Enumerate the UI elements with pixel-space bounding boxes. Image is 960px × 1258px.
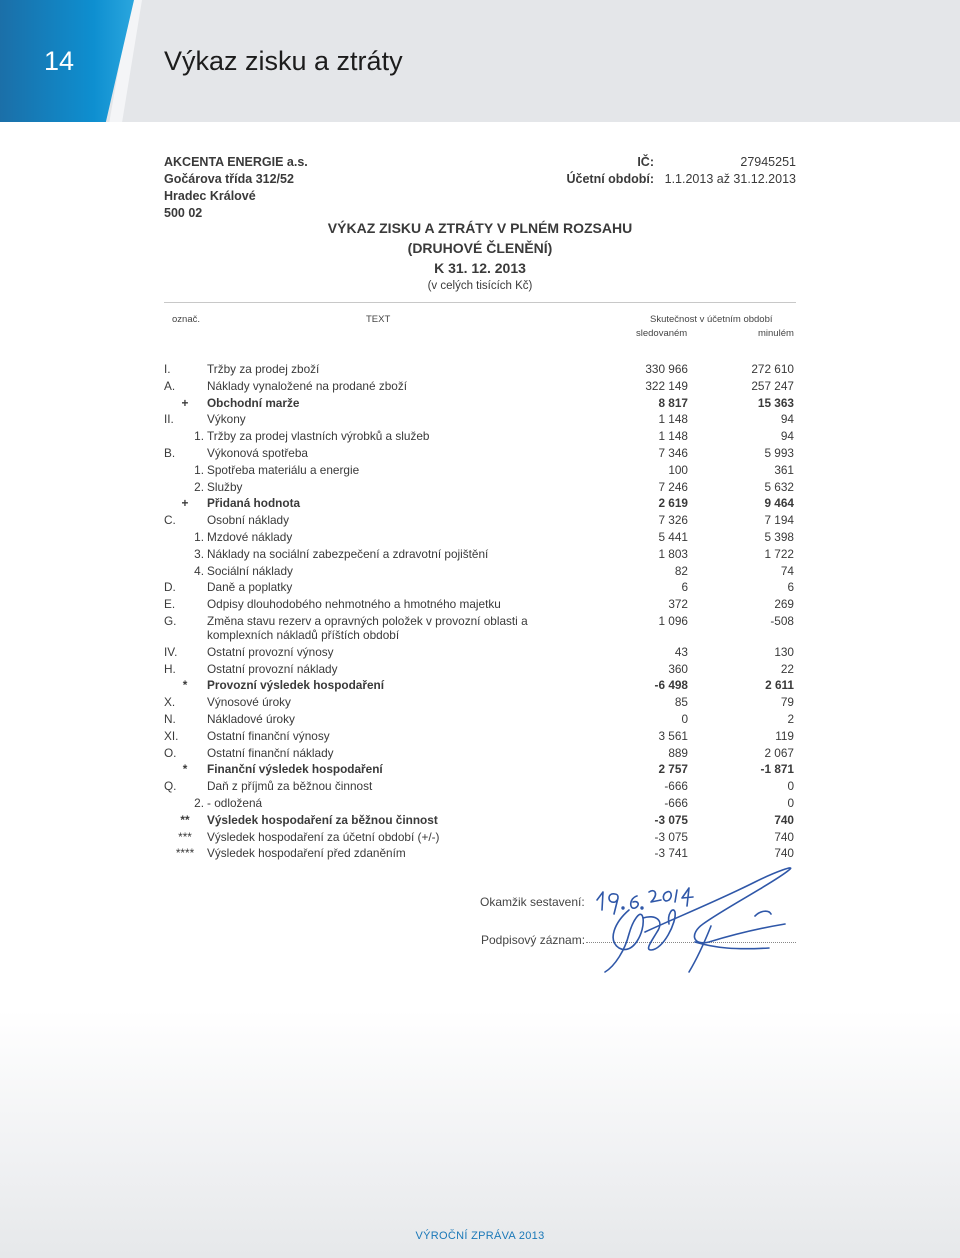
row-mark: * — [182, 762, 188, 777]
row-current-value: 1 096 — [658, 613, 688, 628]
row-previous-value: 94 — [780, 412, 794, 427]
row-text: Spotřeba materiálu a energie — [207, 462, 360, 477]
row-text: Daně a poplatky — [207, 580, 293, 595]
row-previous-value: 94 — [780, 429, 794, 444]
company-street: Gočárova třída 312/52 — [164, 172, 294, 186]
row-current-value: 1 148 — [658, 429, 688, 444]
row-current-value: 6 — [681, 580, 688, 595]
company-city: Hradec Králové — [164, 189, 256, 203]
row-mark: I. — [164, 362, 171, 376]
footer-title: VÝROČNÍ ZPRÁVA 2013 — [415, 1230, 545, 1242]
row-previous-value: 5 993 — [764, 445, 794, 460]
row-text: Změna stavu rezerv a opravných položek v provozní oblasti a komplexních nákladů příštích období — [207, 613, 528, 642]
row-previous-value: 257 247 — [751, 378, 794, 393]
table-row — [164, 813, 796, 830]
row-current-value: 43 — [674, 644, 688, 659]
row-mark: N. — [164, 711, 176, 726]
row-text: Nákladové úroky — [207, 711, 295, 726]
row-current-value: 322 149 — [645, 378, 688, 393]
row-current-value: 5 441 — [658, 529, 688, 544]
row-previous-value: -508 — [770, 613, 794, 628]
row-current-value: 7 326 — [658, 513, 688, 528]
row-text: Výkonová spotřeba — [207, 445, 308, 460]
table-row — [164, 580, 796, 597]
company-zip: 500 02 — [164, 206, 203, 220]
row-current-value: -3 075 — [654, 829, 688, 844]
row-mark: 2. — [194, 479, 204, 494]
row-mark: 3. — [194, 546, 204, 561]
row-text: - odložená — [207, 795, 263, 810]
row-current-value: 85 — [674, 695, 688, 710]
handwritten-signature — [585, 862, 797, 992]
row-previous-value: 2 611 — [765, 678, 794, 693]
table-row — [164, 796, 796, 813]
row-current-value: 3 561 — [658, 728, 688, 743]
row-previous-value: 74 — [780, 563, 794, 578]
row-mark: *** — [178, 829, 192, 844]
statement-title-line2: (DRUHOVÉ ČLENĚNÍ) — [407, 240, 553, 256]
row-text: Odpisy dlouhodobého nehmotného a hmotného majetku — [207, 597, 501, 612]
row-previous-value: 79 — [780, 695, 794, 710]
table-row — [164, 463, 796, 480]
row-text: Ostatní finanční výnosy — [207, 728, 330, 743]
table-row — [164, 496, 796, 513]
row-previous-value: 2 067 — [764, 745, 794, 760]
row-previous-value: 1 722 — [764, 546, 794, 561]
row-current-value: 360 — [668, 661, 688, 676]
row-text: Ostatní finanční náklady — [207, 745, 334, 760]
row-current-value: 2 757 — [658, 762, 688, 777]
row-current-value: 889 — [668, 745, 688, 760]
row-mark: A. — [164, 378, 176, 393]
table-row — [164, 446, 796, 463]
row-mark: H. — [164, 661, 176, 676]
table-row — [164, 480, 796, 497]
row-previous-value: 2 — [787, 711, 794, 726]
row-previous-value: 22 — [780, 661, 794, 676]
row-previous-value: 5 398 — [764, 529, 794, 544]
row-previous-value: 740 — [774, 812, 794, 827]
row-current-value: -666 — [664, 795, 688, 810]
table-row — [164, 662, 796, 679]
row-text: Sociální náklady — [207, 563, 293, 578]
row-mark: C. — [164, 513, 176, 528]
table-row — [164, 712, 796, 729]
table-row — [164, 729, 796, 746]
row-text: Výsledek hospodaření za účetní období (+/-) — [207, 829, 440, 844]
row-current-value: -666 — [664, 779, 688, 794]
row-previous-value: 119 — [775, 728, 794, 743]
row-current-value: 0 — [681, 711, 688, 726]
statement-title — [300, 218, 660, 258]
meta-block — [560, 154, 796, 188]
table-row — [164, 530, 796, 547]
col-current-header: sledovaném — [636, 328, 688, 339]
table-row — [164, 379, 796, 396]
page-number: 14 — [44, 46, 75, 76]
col-text-header: TEXT — [366, 314, 391, 325]
row-text: Osobní náklady — [207, 513, 289, 528]
row-mark: E. — [164, 597, 176, 612]
row-mark: X. — [164, 695, 176, 710]
row-text: Výkony — [207, 412, 246, 427]
statement-table — [164, 362, 796, 863]
row-current-value: 8 817 — [658, 395, 688, 410]
row-mark: 1. — [194, 462, 204, 477]
row-previous-value: 272 610 — [751, 362, 794, 376]
row-text: Výsledek hospodaření před zdaněním — [207, 846, 406, 861]
table-row — [164, 362, 796, 379]
row-previous-value: -1 871 — [760, 762, 794, 777]
row-text: Obchodní marže — [207, 395, 300, 410]
row-mark: * — [182, 678, 188, 693]
row-text: Výnosové úroky — [207, 695, 291, 710]
table-row — [164, 830, 796, 847]
row-mark: G. — [164, 613, 177, 628]
table-row — [164, 762, 796, 779]
row-text: Finanční výsledek hospodaření — [207, 762, 383, 777]
row-mark: XI. — [164, 728, 179, 743]
table-row — [164, 564, 796, 581]
company-name: AKCENTA ENERGIE a.s. — [164, 155, 308, 169]
ic-value: 27945251 — [740, 155, 796, 169]
row-mark: 1. — [194, 529, 204, 544]
row-text: Ostatní provozní náklady — [207, 661, 338, 676]
row-text: Výsledek hospodaření za běžnou činnost — [207, 812, 438, 827]
row-text: Náklady na sociální zabezpečení a zdravotní pojištění — [207, 546, 489, 561]
row-mark: Q. — [164, 779, 177, 794]
row-current-value: 2 619 — [658, 496, 688, 511]
row-current-value: 82 — [674, 563, 688, 578]
row-mark: ** — [180, 812, 190, 827]
row-previous-value: 740 — [774, 829, 794, 844]
table-row — [164, 513, 796, 530]
row-current-value: -6 498 — [654, 678, 688, 693]
bottom-fade — [0, 1010, 960, 1258]
row-mark: II. — [164, 412, 174, 427]
table-row — [164, 779, 796, 796]
col-previous-header: minulém — [758, 328, 794, 339]
header-rule — [164, 302, 796, 303]
row-current-value: 100 — [668, 462, 688, 477]
row-previous-value: 15 363 — [757, 395, 794, 410]
row-current-value: 1 148 — [658, 412, 688, 427]
row-mark: **** — [175, 846, 195, 861]
table-row — [164, 645, 796, 662]
table-row — [164, 746, 796, 763]
row-mark: 4. — [194, 563, 204, 578]
scanned-statement — [0, 122, 960, 1012]
period-value: 1.1.2013 až 31.12.2013 — [664, 172, 796, 186]
moment-label: Okamžik sestavení: — [480, 895, 585, 909]
table-row — [164, 614, 796, 645]
row-previous-value: 6 — [787, 580, 794, 595]
row-previous-value: 130 — [774, 644, 794, 659]
row-current-value: 7 346 — [658, 445, 688, 460]
company-block — [164, 154, 308, 222]
row-text: Tržby za prodej vlastních výrobků a služeb — [207, 429, 430, 444]
page-title: Výkaz zisku a ztráty — [164, 46, 403, 76]
row-current-value: 330 966 — [645, 362, 688, 376]
statement-title-line1: VÝKAZ ZISKU A ZTRÁTY V PLNÉM ROZSAHU — [327, 220, 633, 236]
row-previous-value: 9 464 — [764, 496, 794, 511]
row-current-value: 7 246 — [658, 479, 688, 494]
row-current-value: 1 803 — [658, 546, 688, 561]
row-text: Provozní výsledek hospodaření — [207, 678, 385, 693]
row-text: Daň z příjmů za běžnou činnost — [207, 779, 373, 794]
row-previous-value: 7 194 — [764, 513, 794, 528]
row-mark: O. — [164, 745, 177, 760]
row-previous-value: 740 — [774, 846, 794, 861]
header-band — [0, 0, 960, 122]
ic-label: IČ: — [637, 155, 654, 169]
row-text: Ostatní provozní výnosy — [207, 644, 334, 659]
table-row — [164, 846, 796, 863]
row-current-value: 372 — [668, 597, 688, 612]
table-row — [164, 547, 796, 564]
row-previous-value: 269 — [774, 597, 794, 612]
row-mark: 1. — [194, 429, 204, 444]
row-text: Náklady vynaložené na prodané zboží — [207, 378, 408, 393]
statement-unit: (v celých tisících Kč) — [427, 280, 533, 292]
table-row — [164, 597, 796, 614]
row-text: Mzdové náklady — [207, 529, 293, 544]
table-row — [164, 396, 796, 413]
col-mark-header: označ. — [172, 314, 200, 325]
row-mark: + — [181, 395, 189, 410]
table-row — [164, 678, 796, 695]
row-previous-value: 5 632 — [764, 479, 794, 494]
row-mark: 2. — [194, 795, 204, 810]
statement-date: K 31. 12. 2013 — [434, 260, 526, 276]
row-current-value: -3 741 — [654, 846, 688, 861]
row-mark: + — [181, 496, 189, 511]
row-previous-value: 361 — [774, 462, 794, 477]
row-mark: D. — [164, 580, 176, 595]
row-text: Tržby za prodej zboží — [207, 362, 320, 376]
row-text: Služby — [207, 479, 243, 494]
period-label: Účetní období: — [566, 172, 654, 186]
row-mark: IV. — [164, 644, 178, 659]
record-label: Podpisový záznam: — [481, 933, 586, 947]
table-row — [164, 412, 796, 429]
table-row — [164, 429, 796, 446]
row-current-value: -3 075 — [654, 812, 688, 827]
row-mark: B. — [164, 445, 176, 460]
table-row — [164, 695, 796, 712]
row-text: Přidaná hodnota — [207, 496, 301, 511]
col-reality-header: Skutečnost v účetním období — [650, 314, 773, 325]
row-previous-value: 0 — [787, 795, 794, 810]
row-previous-value: 0 — [787, 779, 794, 794]
